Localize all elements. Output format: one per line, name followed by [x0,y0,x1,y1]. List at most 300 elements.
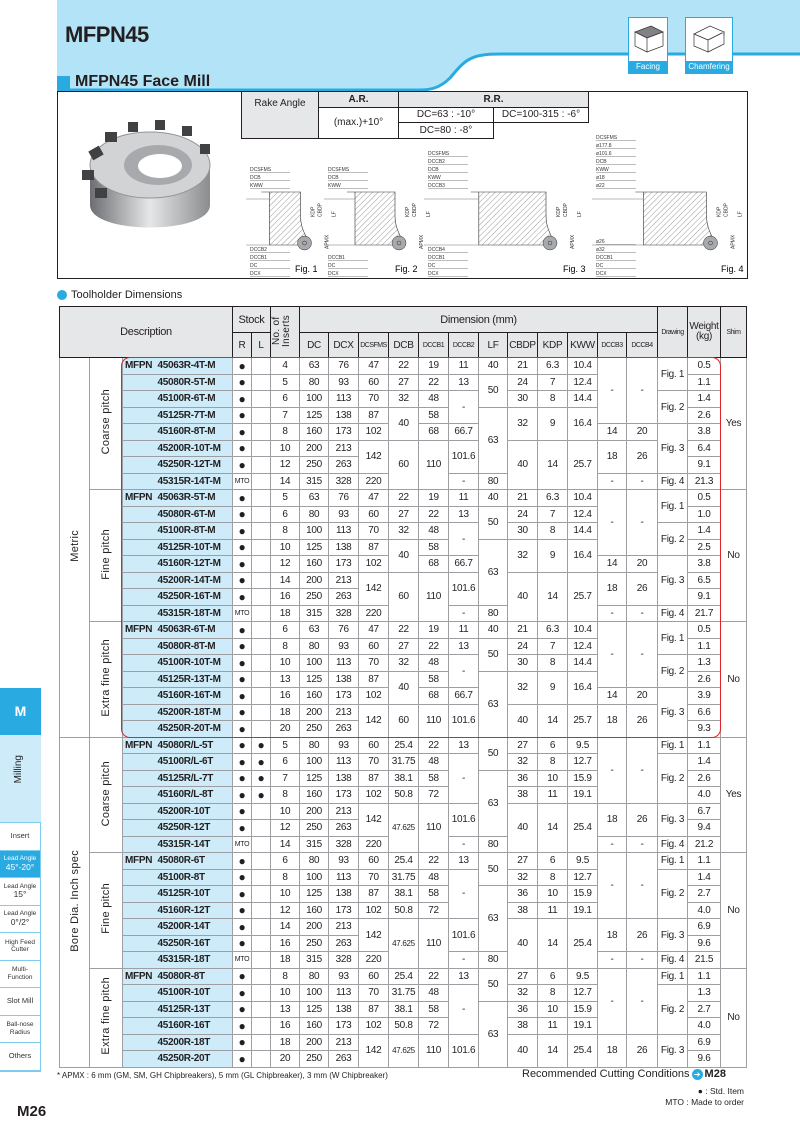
cell-dc: 200 [300,704,329,721]
item-code: 45160R-12T-M [156,556,233,573]
cell-inserts: 5 [271,737,300,754]
cell-dccb1: 19 [419,490,449,507]
header-dim-dcx: DCX [329,333,359,358]
dimension-label: DCCB1 [428,255,445,261]
cell-kdp: 14 [538,440,568,490]
cell-kww: 25.4 [568,1034,598,1067]
table-row [60,919,747,936]
series-prefix [123,919,156,936]
dimension-label: DCX [428,271,439,277]
cell-kww: 19.1 [568,1018,598,1035]
cell-drawing: Fig. 3 [658,556,688,606]
cell-cbdp: 40 [508,440,538,490]
cell-cbdp: 40 [508,572,538,622]
cell-dc: 100 [300,869,329,886]
cell-weight: 9.6 [688,1051,721,1068]
cell-weight: 3.8 [688,556,721,573]
cell-stock-l [252,1034,271,1051]
dimension-label: DCSFMS [596,135,618,141]
cell-lf: 80 [479,952,508,969]
cell-inserts: 10 [271,886,300,903]
series-prefix [123,374,156,391]
cell-weight: 6.4 [688,440,721,457]
cell-kww: 12.7 [568,754,598,771]
cell-weight: 9.4 [688,820,721,837]
cell-inserts: 8 [271,968,300,985]
dimension-label: LF [331,211,338,217]
sidebar-item-label: Multi- [12,966,28,974]
drawing-fig-2 [317,137,432,277]
cell-kww: 10.4 [568,490,598,507]
sidebar-item-label: Insert [10,830,30,840]
cell-dccb1: 48 [419,869,449,886]
cell-dcb: 25.4 [389,853,419,870]
cell-dccb3: 14 [598,688,627,705]
cell-stock-l [252,968,271,985]
cell-lf: 50 [479,737,508,770]
toolholder-title: Toolholder Dimensions [71,289,183,301]
cell-dcb: 22 [389,490,419,507]
cell-dcb: 40 [389,407,419,440]
cell-dcx: 173 [329,688,359,705]
sidebar-item-sublabel: 15° [13,889,27,900]
cell-inserts: 14 [271,836,300,853]
item-code: 45100R-8T [156,869,233,886]
header-dim-dcb: DCB [389,333,419,358]
cell-cbdp: 21 [508,490,538,507]
cell-stock-l [252,869,271,886]
cell-weight: 6.6 [688,704,721,721]
cell-cbdp: 40 [508,1034,538,1067]
cell-dccb3: - [598,605,627,622]
arrow-right-icon: ➔ [692,1069,703,1080]
cell-cbdp: 30 [508,523,538,540]
cell-dcb: 32 [389,655,419,672]
cell-stock-r: ● [233,787,252,804]
cell-dccb2: - [449,754,479,804]
cell-kww: 10.4 [568,358,598,375]
cell-stock-l [252,1001,271,1018]
cell-stock-r: MTO [233,605,252,622]
sidebar-item-others[interactable] [0,1043,40,1071]
cell-dcb: 31.75 [389,754,419,771]
dimension-label: DCX [328,271,339,277]
cell-stock-r: ● [233,721,252,738]
cell-inserts: 20 [271,1051,300,1068]
item-code: 45250R-12T-M [156,457,233,474]
cell-kdp: 8 [538,523,568,540]
series-prefix [123,869,156,886]
series-prefix [123,985,156,1002]
cell-weight: 3.8 [688,424,721,441]
item-code: 45200R-18T-M [156,704,233,721]
sidebar-item-label: High Feed [5,938,35,946]
item-code: 45250R-20T [156,1051,233,1068]
series-prefix [123,457,156,474]
cell-stock-r: ● [233,737,252,754]
series-prefix [123,589,156,606]
header-dim-kww: KWW [568,333,598,358]
ar-header: A.R. [319,92,399,108]
cell-stock-r: ● [233,985,252,1002]
recommended-page-ref: M28 [704,1068,726,1080]
application-facing [628,17,668,74]
cell-dccb2: 11 [449,622,479,639]
cell-dc: 250 [300,721,329,738]
item-code: 45125R/L-7T [156,770,233,787]
cell-dc: 125 [300,886,329,903]
cell-dc: 250 [300,935,329,952]
cell-dcsfms: 60 [359,374,389,391]
item-code: 45160R-16T-M [156,688,233,705]
cell-dccb3: - [598,358,627,424]
cell-kww: 25.7 [568,440,598,490]
cell-dcb: 50.8 [389,902,419,919]
cell-inserts: 8 [271,523,300,540]
dimension-label: CBDP [723,203,730,217]
cell-stock-r: ● [233,374,252,391]
dimension-label: APMX [324,234,331,249]
cell-stock-l [252,935,271,952]
cell-kdp: 14 [538,704,568,737]
dimension-label: APMX [570,234,576,249]
dimension-label: DCX [250,271,261,277]
cell-dccb1: 110 [419,803,449,853]
cell-kww: 12.7 [568,985,598,1002]
header-stock-l: L [252,333,271,358]
cell-cbdp: 38 [508,1018,538,1035]
cell-kww: 16.4 [568,539,598,572]
cell-stock-r: ● [233,853,252,870]
cell-lf: 80 [479,473,508,490]
cell-stock-l [252,572,271,589]
cell-dcx: 263 [329,457,359,474]
cell-dcsfms: 220 [359,473,389,490]
cell-stock-r: ● [233,424,252,441]
series-prefix: MFPN [123,490,156,507]
cell-weight: 1.3 [688,985,721,1002]
drawing-fig-1 [242,137,338,277]
pitch-label: Coarse pitch [90,358,123,490]
cell-weight: 1.1 [688,853,721,870]
cell-inserts: 20 [271,721,300,738]
cell-stock-r: ● [233,1018,252,1035]
cell-stock-r: ● [233,556,252,573]
cell-stock-l: ● [252,770,271,787]
series-prefix [123,803,156,820]
cell-dcb: 22 [389,622,419,639]
cell-stock-l [252,721,271,738]
cell-dccb3: - [598,737,627,803]
cell-weight: 1.0 [688,506,721,523]
cell-dcsfms: 60 [359,968,389,985]
cell-dccb4: - [627,836,658,853]
cell-dccb3: 18 [598,1034,627,1067]
cell-dcb: 60 [389,704,419,737]
cell-dcb: 60 [389,440,419,490]
series-prefix [123,506,156,523]
cell-dc: 100 [300,754,329,771]
cell-cbdp: 24 [508,638,538,655]
series-prefix [123,655,156,672]
cell-cbdp: 27 [508,853,538,870]
cell-dcsfms: 102 [359,902,389,919]
cell-lf: 40 [479,358,508,375]
item-code: 45200R-14T-M [156,572,233,589]
recommended-cutting-conditions-link[interactable] [522,1068,726,1080]
cell-dc: 160 [300,787,329,804]
cell-cbdp: 21 [508,622,538,639]
item-code: 45250R-12T [156,820,233,837]
dimension-label: DCX [596,271,607,277]
cell-lf: 63 [479,886,508,952]
header-weight: Weight (kg) [688,307,721,358]
cell-kww: 25.7 [568,704,598,737]
cell-dccb1: 110 [419,572,449,622]
cell-dccb2: 13 [449,968,479,985]
cell-dccb2: 13 [449,853,479,870]
sidebar-item-insert[interactable] [0,823,40,851]
cell-cbdp: 40 [508,803,538,853]
cell-dc: 315 [300,836,329,853]
cell-cbdp: 38 [508,902,538,919]
sidebar-section-label: Milling [13,755,24,784]
cell-stock-r: ● [233,869,252,886]
cell-dcsfms: 70 [359,523,389,540]
cell-stock-r: ● [233,1034,252,1051]
cell-dccb3: - [598,473,627,490]
cell-dcx: 213 [329,919,359,936]
cell-stock-l [252,688,271,705]
table-row [60,803,747,820]
sidebar-item-sublabel: Radius [9,1028,31,1036]
cell-inserts: 18 [271,605,300,622]
cell-cbdp: 32 [508,869,538,886]
sidebar-item-sublabel: Function [7,973,33,981]
cell-drawing: Fig. 4 [658,836,688,853]
cell-dcx: 138 [329,770,359,787]
sidebar-item-lead-angle-45-20[interactable] [0,851,40,879]
cell-dccb2: 101.6 [449,1034,479,1067]
cell-dcx: 93 [329,853,359,870]
item-code: 45315R-18T [156,952,233,969]
cell-kww: 14.4 [568,391,598,408]
dimension-label: DCCB2 [428,159,445,165]
mto-legend: MTO : Made to order [665,1097,744,1108]
dimension-label: LF [426,211,432,217]
dimension-label: DCCB1 [328,255,345,261]
cell-inserts: 14 [271,919,300,936]
cell-cbdp: 24 [508,506,538,523]
series-prefix [123,424,156,441]
series-prefix [123,721,156,738]
table-row [60,622,747,639]
cell-dcsfms: 142 [359,572,389,605]
sidebar-item-lead-angle-15[interactable] [0,878,40,906]
cell-weight: 21.7 [688,605,721,622]
cell-dcsfms: 70 [359,655,389,672]
sidebar-item-ball-nose-radius[interactable] [0,1016,40,1044]
application-label: Chamfering [686,61,732,73]
item-code: 45125R-13T [156,1001,233,1018]
cell-dcsfms: 70 [359,869,389,886]
cell-cbdp: 36 [508,886,538,903]
dimension-label: KWW [428,175,441,181]
cell-dcsfms: 87 [359,671,389,688]
header-dimension: Dimension (mm) [300,307,658,333]
cell-lf: 63 [479,770,508,836]
cell-weight: 21.3 [688,473,721,490]
cell-dccb2: 13 [449,737,479,754]
cell-dcx: 263 [329,721,359,738]
cell-stock-r: MTO [233,836,252,853]
cell-weight: 6.7 [688,803,721,820]
cell-weight: 1.4 [688,391,721,408]
cell-cbdp: 27 [508,737,538,754]
cell-dcb: 38.1 [389,1001,419,1018]
dimension-label: LF [737,211,744,217]
cell-stock-r: ● [233,572,252,589]
cell-dc: 80 [300,638,329,655]
cell-stock-r: ● [233,770,252,787]
cell-stock-l [252,506,271,523]
dimension-label: DC [328,263,336,269]
shim-value: Yes [721,358,747,490]
sidebar-tab-m[interactable]: M [0,688,41,735]
header-shim: Shim [721,307,747,358]
cell-dc: 315 [300,952,329,969]
cell-dccb3: - [598,836,627,853]
cell-dc: 315 [300,473,329,490]
cell-dc: 200 [300,919,329,936]
sidebar-item-multi-function[interactable] [0,961,40,989]
series-prefix [123,523,156,540]
cell-dccb2: - [449,523,479,556]
cell-stock-r: ● [233,803,252,820]
cell-kdp: 10 [538,1001,568,1018]
cell-kdp: 9 [538,407,568,440]
header-dim-dcsfms: DCSFMS [359,333,389,358]
dimension-label: DC [596,263,604,269]
series-prefix [123,836,156,853]
cell-weight: 1.4 [688,754,721,771]
table-row [60,737,747,754]
cell-kdp: 10 [538,886,568,903]
item-code: 45080R-8T [156,968,233,985]
series-prefix [123,787,156,804]
cell-stock-l [252,473,271,490]
table-row [60,572,747,589]
item-code: 45200R-10T-M [156,440,233,457]
cell-dcb: 27 [389,638,419,655]
dimension-label: KDP [405,206,411,217]
pitch-label: Extra fine pitch [90,622,123,738]
cell-cbdp: 36 [508,1001,538,1018]
shim-value: No [721,853,747,969]
item-code: 45100R-10T-M [156,655,233,672]
sidebar-item-high-feed-cutter[interactable] [0,933,40,961]
cell-stock-l [252,374,271,391]
cell-stock-r: ● [233,407,252,424]
cell-stock-r: ● [233,671,252,688]
series-prefix: MFPN [123,622,156,639]
rr-dc100: DC=100-315 : -6° [494,107,589,123]
cell-inserts: 13 [271,1001,300,1018]
cell-drawing: Fig. 1 [658,358,688,391]
sidebar-item-lead-angle-0-2[interactable] [0,906,40,934]
cell-dccb3: 18 [598,572,627,605]
cell-kww: 19.1 [568,902,598,919]
cell-dccb4: 26 [627,572,658,605]
cell-dccb1: 22 [419,737,449,754]
cell-stock-l [252,391,271,408]
sidebar-item-slot-mill[interactable] [0,988,40,1016]
table-row [60,440,747,457]
cell-stock-l [252,836,271,853]
cell-dcx: 138 [329,407,359,424]
rr-dc80: DC=80 : -8° [399,123,494,139]
cell-dc: 200 [300,572,329,589]
cell-dcx: 113 [329,985,359,1002]
cell-stock-l [252,952,271,969]
cell-cbdp: 32 [508,671,538,704]
cell-dcb: 40 [389,671,419,704]
item-code: 45160R-12T [156,902,233,919]
dimension-label: DCCB1 [250,255,267,261]
cell-drawing: Fig. 3 [658,688,688,738]
cell-weight: 2.6 [688,671,721,688]
cell-dccb2: 66.7 [449,688,479,705]
cell-weight: 9.1 [688,457,721,474]
cell-kww: 12.7 [568,869,598,886]
table-row [60,968,747,985]
cell-weight: 6.5 [688,572,721,589]
cell-drawing: Fig. 2 [658,985,688,1035]
chamfering-icon [686,18,732,58]
pitch-label: Coarse pitch [90,737,123,853]
dimension-label: KWW [596,167,609,173]
cell-inserts: 18 [271,704,300,721]
cell-dccb1: 68 [419,688,449,705]
header-dim-dccb2: DCCB2 [449,333,479,358]
cell-kdp: 11 [538,902,568,919]
cell-stock-l [252,523,271,540]
cell-kdp: 6.3 [538,490,568,507]
cell-lf: 40 [479,490,508,507]
cell-dccb2: 101.6 [449,440,479,473]
cell-inserts: 14 [271,572,300,589]
group-label: Bore Dia. Inch spec [60,737,90,1067]
pitch-label: Fine pitch [90,853,123,969]
cell-dcx: 76 [329,358,359,375]
sidebar-section-milling[interactable] [0,735,41,822]
series-prefix [123,671,156,688]
cell-dc: 160 [300,556,329,573]
cell-inserts: 10 [271,539,300,556]
header-description: Description [60,307,233,358]
cell-dccb1: 58 [419,886,449,903]
toolholder-dimensions-table [59,306,747,1068]
cell-stock-r: MTO [233,473,252,490]
dimension-label: KDP [556,206,562,217]
cell-dcsfms: 142 [359,1034,389,1067]
cell-dcb: 50.8 [389,1018,419,1035]
dimension-label: LF [577,211,583,217]
cell-inserts: 5 [271,374,300,391]
cell-dc: 250 [300,1051,329,1068]
cell-stock-l [252,622,271,639]
cell-dcsfms: 47 [359,622,389,639]
